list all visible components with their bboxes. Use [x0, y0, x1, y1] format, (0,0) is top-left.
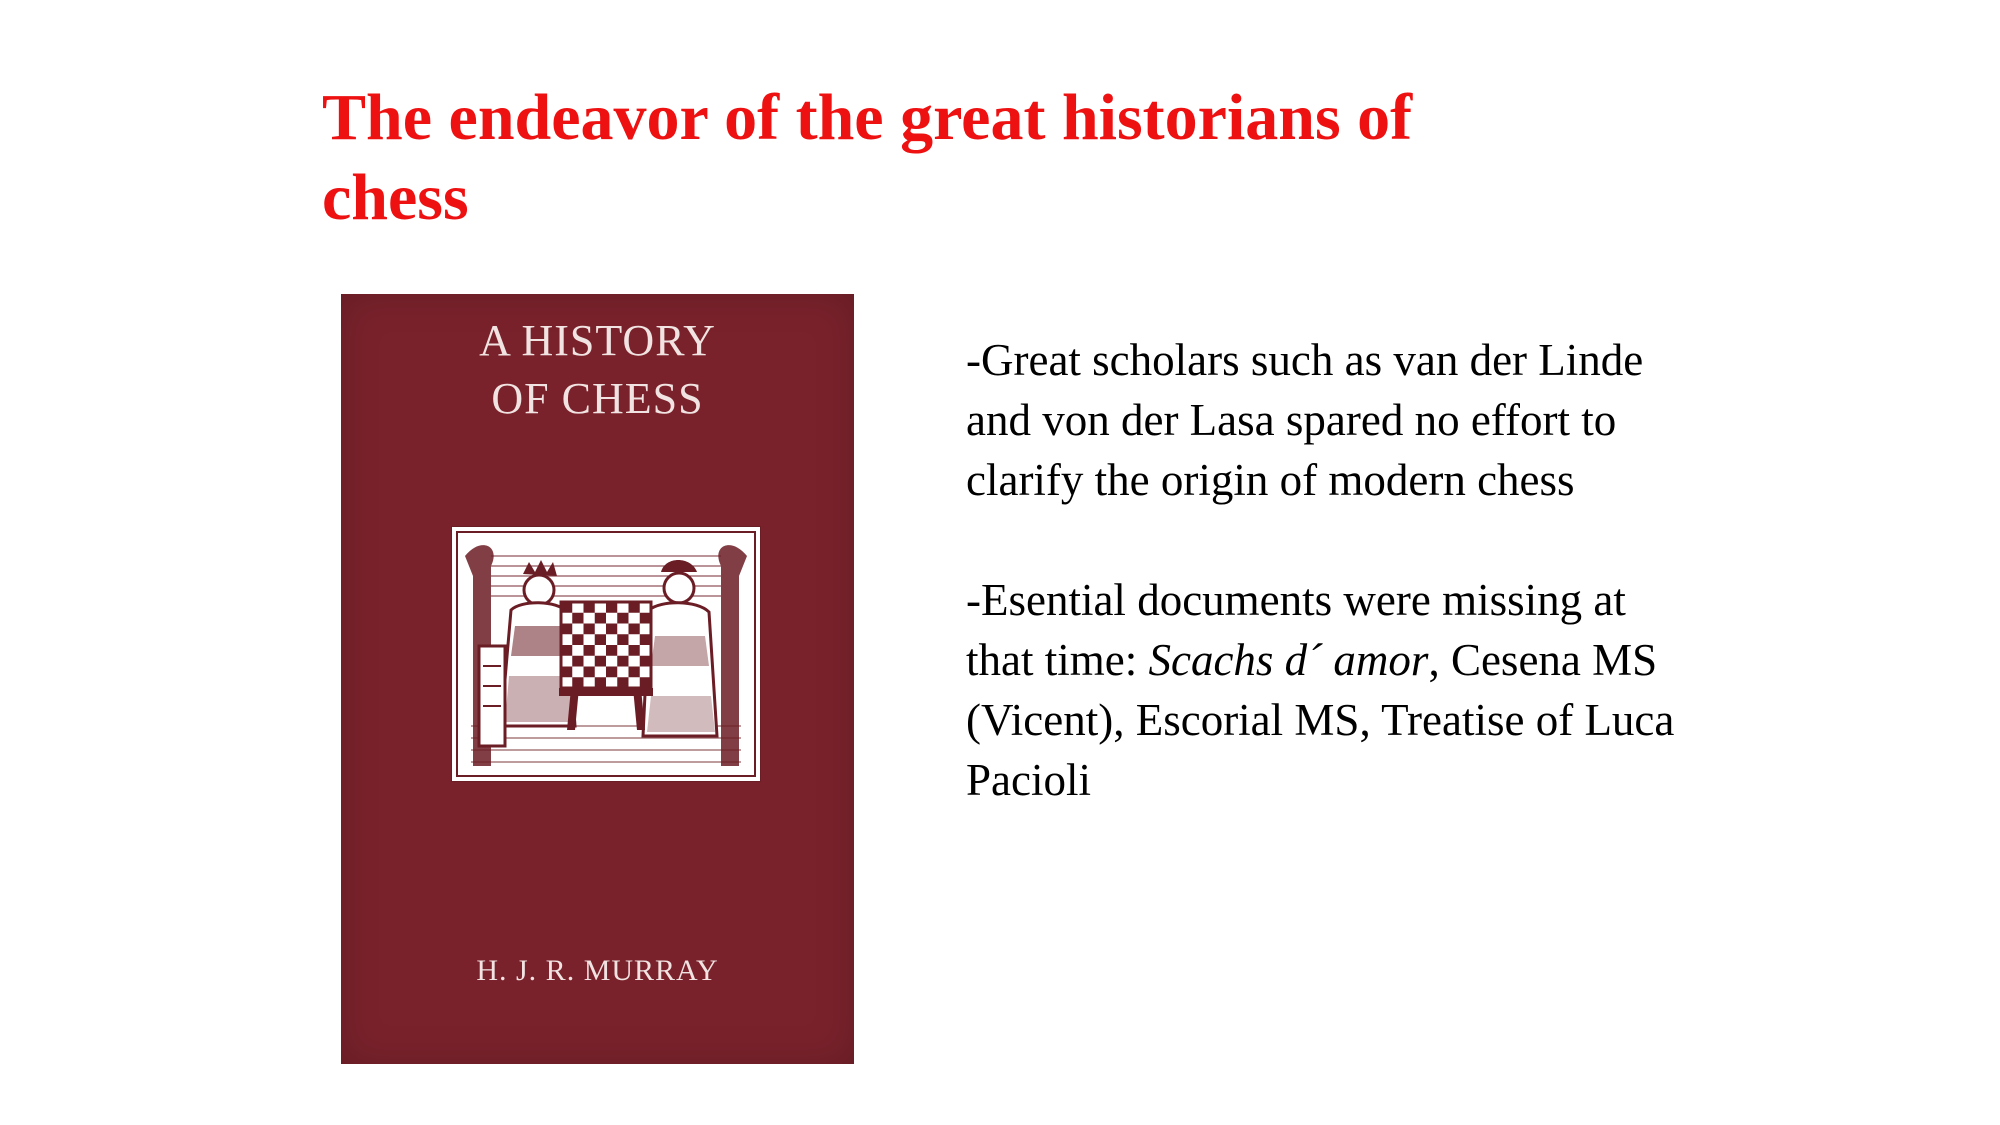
- book-cover-image: [341, 294, 854, 1064]
- paragraph-scholars: -Great scholars such as van der Linde and von der Lasa spared no effort to clarify the origin of modern chess: [966, 335, 1644, 505]
- paragraph-missing-documents-end: , Cesena MS (Vicent), Escorial MS, Treatise of Luca Pacioli: [966, 635, 1675, 805]
- book-cover-title: [341, 312, 854, 428]
- book-cover-title-line-1: A HISTORY: [479, 316, 716, 365]
- paragraph-missing-documents-start: -Esential documents were missing at that time:: [966, 575, 1626, 685]
- slide-title: The endeavor of the great historians of chess: [322, 81, 1413, 234]
- chess-players-woodcut-illustration: [451, 526, 761, 782]
- body-text: [966, 330, 1686, 810]
- paragraph-missing-documents: [966, 570, 1686, 810]
- book-cover-author: H. J. R. MURRAY: [476, 954, 719, 987]
- scachs-damor-title: Scachs d´ amor: [1148, 635, 1429, 685]
- book-cover-title-line-2: OF CHESS: [491, 374, 704, 423]
